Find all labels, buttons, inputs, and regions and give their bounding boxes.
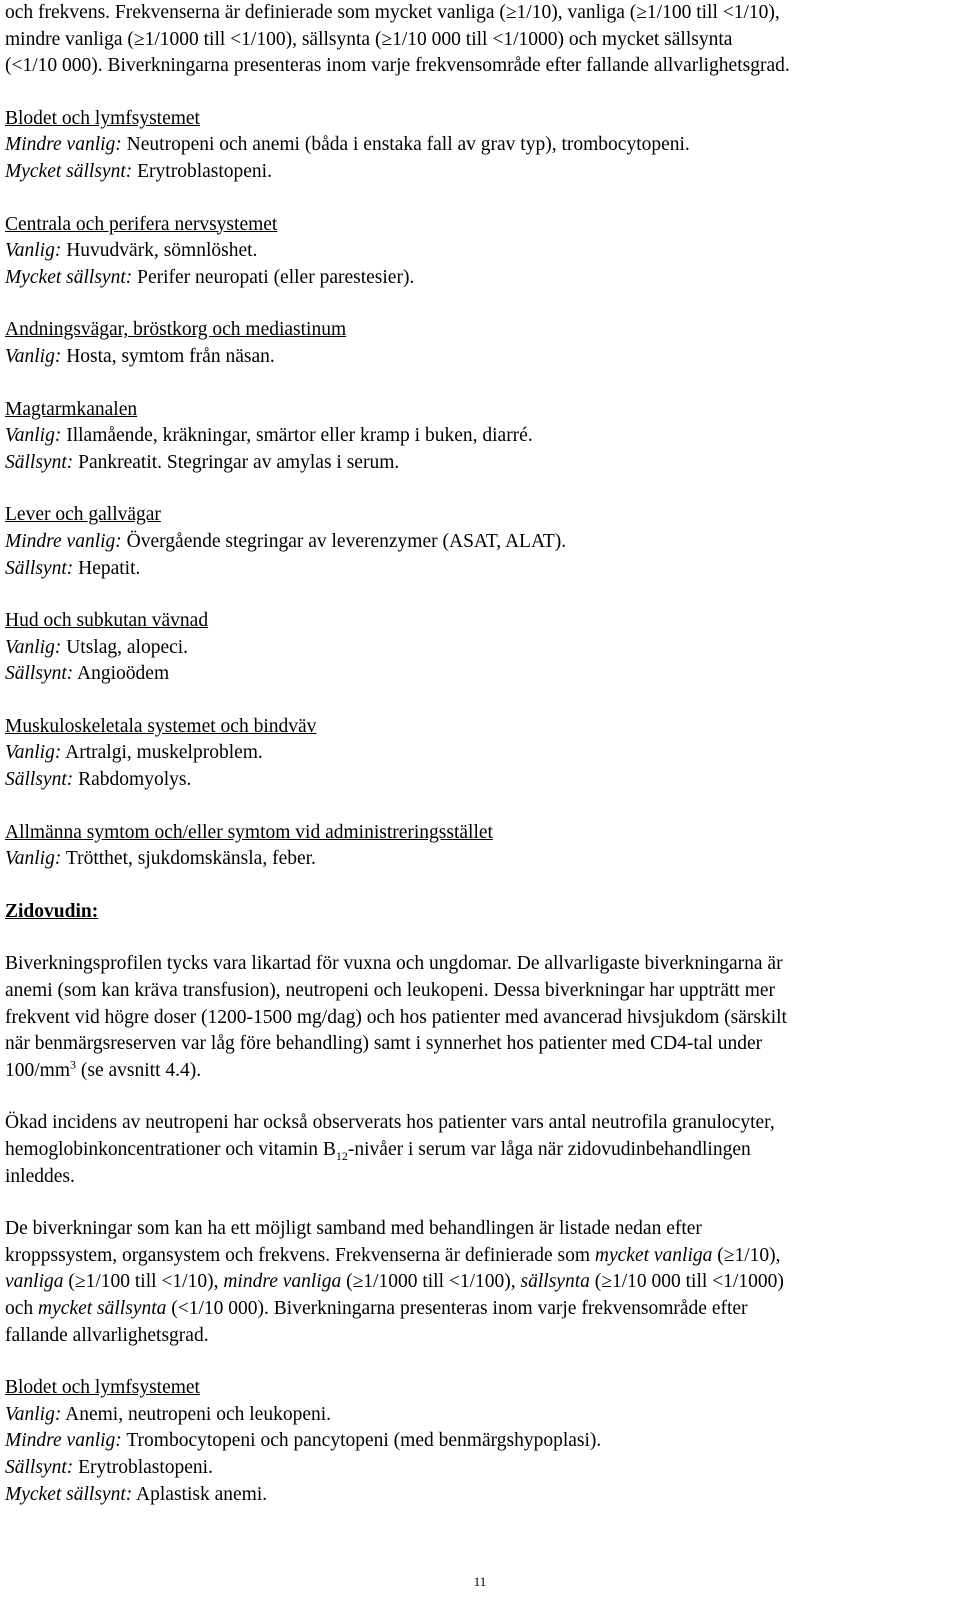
intro-line: (<1/10 000). Biverkningarna presenteras inom varje frekvensområde efter fallande allvarlighetsgrad.: [5, 55, 790, 77]
text-run: 100/mm: [5, 1059, 71, 1081]
effect-row: [5, 740, 950, 767]
effect-row: [5, 846, 950, 873]
frequency-label: Mindre vanlig:: [5, 1430, 122, 1452]
effect-row: [5, 1455, 950, 1482]
effect-text: Pankreatit. Stegringar av amylas i serum.: [73, 451, 400, 473]
section-general: [5, 820, 950, 873]
frequency-label: Sällsynt:: [5, 769, 74, 791]
paragraph-line: [5, 1058, 950, 1085]
frequency-label: Sällsynt:: [5, 557, 74, 579]
frequency-label: Mycket sällsynt:: [5, 160, 133, 182]
section-heading: Muskuloskeletala systemet och bindväv: [5, 715, 317, 737]
page-number: 11: [473, 1574, 487, 1589]
effect-row: [5, 450, 950, 477]
paragraph-line: [5, 1137, 950, 1164]
effect-row: [5, 423, 950, 450]
frequency-label: Vanlig:: [5, 240, 62, 262]
text-run: sällsynta: [520, 1271, 590, 1293]
section-blood: [5, 106, 950, 186]
frequency-label: Sällsynt:: [5, 663, 74, 685]
text-run: (<1/10 000). Biverkningarna presenteras inom varje frekvensområde efter: [166, 1297, 748, 1319]
paragraph-line: Ökad incidens av neutropeni har också observerats hos patienter vars antal neutrofila granulocyter,: [5, 1112, 775, 1134]
effect-row: [5, 635, 950, 662]
effect-row: [5, 529, 950, 556]
paragraph-line: [5, 1243, 950, 1270]
section-zidovudin-blood: [5, 1375, 950, 1508]
text-run: (≥1/10 000 till <1/1000): [589, 1271, 784, 1293]
effect-row: [5, 344, 950, 371]
section-heading: Centrala och perifera nervsystemet: [5, 213, 278, 235]
text-run: mycket vanliga: [594, 1244, 713, 1266]
subscript: 12: [335, 1148, 348, 1163]
effect-text: Neutropeni och anemi (båda i enstaka fall av grav typ), trombocytopeni.: [121, 134, 690, 156]
text-run: vanliga: [5, 1271, 64, 1293]
section-nervous-system: [5, 212, 950, 292]
effect-text: Hosta, symtom från näsan.: [61, 345, 275, 367]
section-heading: Blodet och lymfsystemet: [5, 1377, 200, 1399]
section-heading: Andningsvägar, bröstkorg och mediastinum: [5, 319, 347, 341]
frequency-label: Mindre vanlig:: [5, 134, 122, 156]
document-page: [5, 0, 950, 1508]
text-run: och: [5, 1297, 39, 1319]
paragraph-line: Biverkningsprofilen tycks vara likartad för vuxna och ungdomar. De allvarligaste biverkningarna är: [5, 953, 783, 975]
frequency-label: Vanlig:: [5, 425, 62, 447]
section-gastrointestinal: [5, 397, 950, 477]
effect-row: [5, 1402, 950, 1429]
effect-text: Trötthet, sjukdomskänsla, feber.: [61, 848, 316, 870]
effect-row: [5, 767, 950, 794]
section-respiratory: [5, 317, 950, 370]
effect-text: Övergående stegringar av leverenzymer (ASAT, ALAT).: [121, 530, 567, 552]
section-skin: [5, 608, 950, 688]
text-run: (≥1/1000 till <1/100),: [341, 1271, 521, 1293]
superscript: 3: [70, 1057, 77, 1072]
text-run: -nivåer i serum var låga när zidovudinbehandlingen: [347, 1139, 751, 1160]
paragraph-neutropenia: [5, 1110, 950, 1190]
text-run: (se avsnitt 4.4).: [76, 1059, 202, 1081]
intro-line: mindre vanliga (≥1/1000 till <1/100), sällsynta (≥1/10 000 till <1/1000) och mycket sällsynta: [5, 28, 733, 50]
section-heading: Hud och subkutan vävnad: [5, 610, 209, 632]
section-heading: Lever och gallvägar: [5, 504, 161, 526]
text-run: hemoglobinkoncentrationer och vitamin B: [5, 1139, 336, 1160]
effect-text: Erytroblastopeni.: [132, 160, 272, 182]
effect-row: [5, 1482, 950, 1509]
frequency-label: Mycket sällsynt:: [5, 1483, 133, 1505]
effect-text: Rabdomyolys.: [73, 769, 192, 791]
frequency-label: Vanlig:: [5, 345, 62, 367]
frequency-label: Sällsynt:: [5, 1456, 74, 1478]
effect-text: Hepatit.: [73, 557, 141, 579]
effect-text: Huvudvärk, sömnlöshet.: [61, 240, 258, 262]
effect-text: Trombocytopeni och pancytopeni (med benmärgshypoplasi).: [121, 1430, 602, 1452]
paragraph-line: inleddes.: [5, 1165, 75, 1187]
paragraph-frequencies: [5, 1216, 950, 1349]
effect-text: Erytroblastopeni.: [73, 1456, 213, 1478]
effect-text: Perifer neuropati (eller parestesier).: [132, 266, 415, 288]
text-run: mindre vanliga: [223, 1271, 342, 1293]
zidovudin-heading: Zidovudin:: [5, 900, 99, 922]
effect-text: Illamående, kräkningar, smärtor eller kramp i buken, diarré.: [61, 425, 533, 447]
section-heading: Allmänna symtom och/eller symtom vid administreringsstället: [5, 821, 493, 843]
frequency-label: Vanlig:: [5, 742, 62, 764]
frequency-label: Vanlig:: [5, 636, 62, 658]
section-liver: [5, 502, 950, 582]
intro-line: och frekvens. Frekvenserna är definierade som mycket vanliga (≥1/10), vanliga (≥1/100 till <1/10),: [5, 2, 780, 23]
frequency-label: Mycket sällsynt:: [5, 266, 133, 288]
effect-text: Utslag, alopeci.: [61, 636, 189, 658]
frequency-label: Mindre vanlig:: [5, 530, 122, 552]
paragraph-line: fallande allvarlighetsgrad.: [5, 1324, 209, 1346]
frequency-label: Sällsynt:: [5, 451, 74, 473]
paragraph-line: [5, 1296, 950, 1323]
paragraph-line: De biverkningar som kan ha ett möjligt samband med behandlingen är listade nedan efter: [5, 1218, 702, 1240]
effect-row: [5, 159, 950, 186]
paragraph-line: frekvent vid högre doser (1200-1500 mg/dag) och hos patienter med avancerad hivsjukdom (särskilt: [5, 1006, 787, 1028]
paragraph-line: när benmärgsreserven var låg före behandling) samt i synnerhet hos patienter med CD4-tal under: [5, 1033, 763, 1055]
effect-row: [5, 132, 950, 159]
effect-row: [5, 661, 950, 688]
text-run: (≥1/10),: [712, 1244, 781, 1266]
effect-row: [5, 238, 950, 265]
effect-text: Anemi, neutropeni och leukopeni.: [61, 1403, 332, 1425]
frequency-label: Vanlig:: [5, 848, 62, 870]
frequency-label: Vanlig:: [5, 1403, 62, 1425]
section-musculoskeletal: [5, 714, 950, 794]
text-run: kroppssystem, organsystem och frekvens. Frekvenserna är definierade som: [5, 1244, 595, 1266]
effect-row: [5, 1428, 950, 1455]
paragraph-profile: [5, 951, 950, 1084]
effect-row: [5, 556, 950, 583]
paragraph-line: [5, 1269, 950, 1296]
paragraph-line: anemi (som kan kräva transfusion), neutropeni och leukopeni. Dessa biverkningar har uppträtt mer: [5, 980, 776, 1002]
section-heading: Blodet och lymfsystemet: [5, 107, 200, 129]
effect-text: Artralgi, muskelproblem.: [61, 742, 263, 764]
text-run: mycket sällsynta: [38, 1297, 167, 1319]
effect-row: [5, 265, 950, 292]
text-run: (≥1/100 till <1/10),: [63, 1271, 224, 1293]
section-heading: Magtarmkanalen: [5, 398, 138, 420]
effect-text: Aplastisk anemi.: [132, 1483, 268, 1505]
effect-text: Angioödem: [73, 663, 170, 685]
